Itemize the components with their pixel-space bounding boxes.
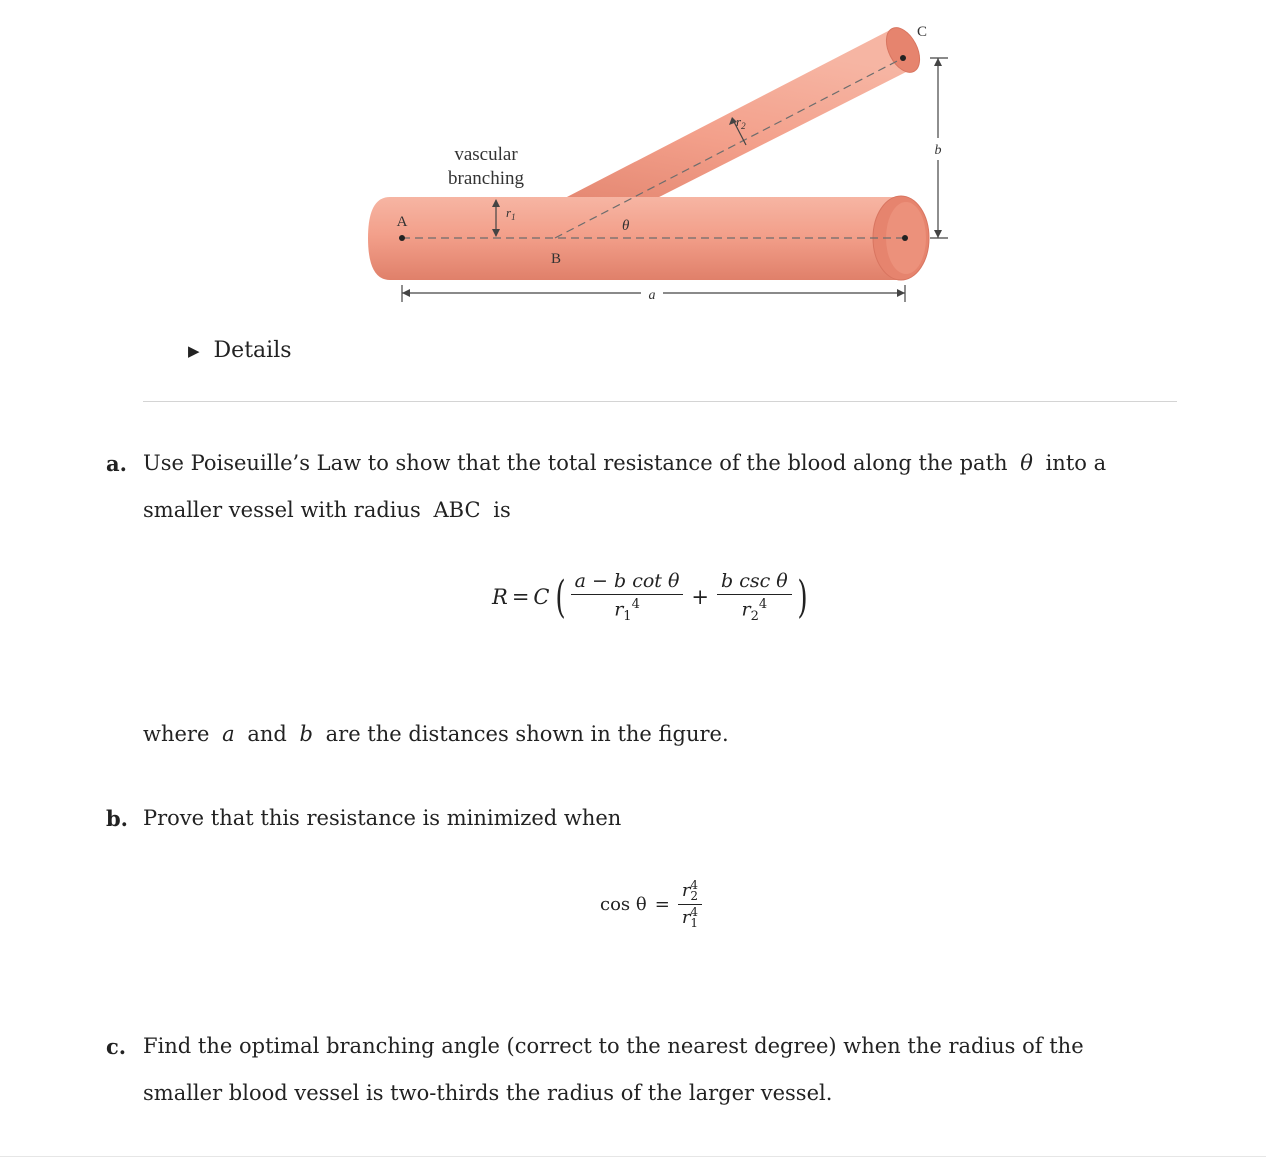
fraction-2: $\frac{\text{b csc θ}}{r_2^4}$ <box>717 570 792 624</box>
r1-label: $r_1$ <box>506 205 516 222</box>
part-b-letter: b. <box>106 806 128 831</box>
fraction-1: $\frac{\text{a − b cot θ}}{r_1^4}$ <box>571 570 684 624</box>
details-label: Details <box>213 338 292 363</box>
point-C-dot <box>900 55 906 61</box>
cos-theta-formula: cos θ = r 4 2 r 4 1 <box>600 880 702 929</box>
b-label: b <box>934 143 942 158</box>
divider <box>143 401 1177 402</box>
vascular-branching-figure <box>360 10 980 310</box>
part-a-text: Use Poiseuille’s Law to show that the total resistance of the blood along the path θ into a smaller vessel with radius ABC is <box>143 451 1107 522</box>
figure-caption-line1: vascular <box>454 144 518 165</box>
bottom-divider <box>0 1156 1266 1157</box>
theta-label: θ <box>622 218 630 234</box>
details-toggle[interactable] <box>188 338 292 363</box>
caret-right-icon: ▶ <box>188 341 200 360</box>
part-a-letter: a. <box>106 451 127 476</box>
point-C-label: C <box>916 24 928 40</box>
part-b-text: Prove that this resistance is minimized when <box>143 806 622 830</box>
a-label: a <box>648 288 656 303</box>
point-A-label: A <box>396 214 408 230</box>
part-c-text: Find the optimal branching angle (correct to the nearest degree) when the radius of the smaller blood vessel is two-thirds the radius of the larger vessel. <box>143 1034 1084 1105</box>
ratio-fraction: r 4 2 r 4 1 <box>678 880 702 929</box>
resistance-formula: R = C ( $\frac{\text{a − b cot θ}}{r_1^4}$ + $\frac{\text{b csc θ}}{r_2^4}$ ) <box>492 570 808 625</box>
part-c-letter: c. <box>106 1034 127 1059</box>
r2-label: $r_2$ <box>736 114 746 131</box>
point-A-dot <box>399 235 405 241</box>
point-end-dot <box>902 235 908 241</box>
part-a-where: where a and b are the distances shown in the figure. <box>143 722 729 746</box>
point-B-label: B <box>550 251 562 267</box>
figure-caption-line2: branching <box>448 168 524 189</box>
